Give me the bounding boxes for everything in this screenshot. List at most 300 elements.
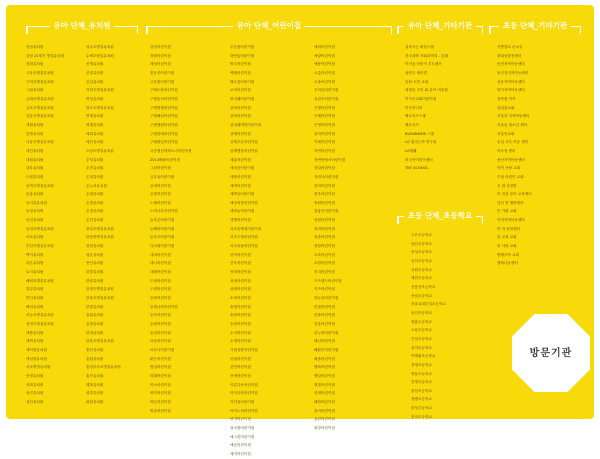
daycare-list-2-item: 새마음어린이집 [230, 166, 255, 171]
daycare-list-2-item: 솔향어린이집 [230, 313, 251, 318]
daycare-list-3-item: 자연어린이집 [314, 148, 335, 153]
kindergarten-list-1-item: 새봄유치원 [26, 330, 44, 335]
other-infant-list [405, 43, 483, 173]
daycare-list-3-item: 행복어린이집 [314, 365, 335, 370]
daycare-list-1-item: 데니어린이집 [150, 261, 171, 266]
kindergarten-list-2-item: 충신유치원 [86, 347, 104, 352]
other-infant-list-item: 건국대학 사회과학대 - 롯데 [405, 53, 448, 58]
daycare-list-3-item: 햇빛어린이집 [314, 382, 335, 387]
daycare-list-3-item: 효린어린이집 [314, 417, 335, 422]
elementary-other-list-item: 동진지역아동센터 [497, 62, 525, 67]
daycare-list-3-item: 자연안에서어린이집 [314, 157, 346, 162]
header-other-infant [397, 19, 483, 33]
daycare-list-1-item: 구립풀잎어린이집 [150, 140, 178, 145]
daycare-list-1-item: 구립장애어린이집 [150, 131, 178, 136]
kindergarten-list-1-item: 부산초병설유치원 [26, 244, 54, 249]
kindergarten-list-2-item: 온정유치원 [86, 174, 104, 179]
daycare-list-3-item: 청솔어린이집 [314, 235, 335, 240]
daycare-list-1-item: 고운빛어린이집 [150, 79, 175, 84]
header-other-infant-label: 유아 단체_기타기관 [404, 19, 476, 33]
daycare-list-1-item: 대치어린이집 [150, 252, 171, 257]
kindergarten-list-2-item: 영재유치원 [86, 122, 104, 127]
kindergarten-list-2 [86, 43, 142, 407]
daycare-list-3-item: 키즈랜드어린이집 [314, 278, 342, 283]
elementary-other-list-item: 서울숲 청소년 센터 [497, 122, 528, 127]
kindergarten-list-2-item: 홍성부속초병설유치원 [86, 365, 121, 370]
daycare-list-1-item: 꿈빛어린이집 [150, 192, 171, 197]
daycare-list-1-item: 도원어린이집 [150, 287, 171, 292]
daycare-list-3-item: 유한소어린이집 [314, 96, 339, 101]
kindergarten-list-2-item: 희망유치원 [86, 391, 104, 396]
daycare-list-1-item: 동일어린이집 [150, 330, 171, 335]
daycare-list-2-item: 아이나라어린이집 [230, 391, 258, 396]
kindergarten-list-1-item: 꿈별유치원 [26, 131, 44, 136]
kindergarten-list-1-item: 선경유치원 [26, 373, 44, 378]
daycare-list-1-item: 구립별빛어린이집 [150, 105, 178, 110]
daycare-list-2-item: 상계푸른어린이집 [230, 140, 258, 145]
daycare-list-2-item: 서초마을어린이집 [230, 244, 258, 249]
daycare-list-2-item: 성미어린이집 [230, 270, 251, 275]
daycare-list-3 [314, 43, 390, 433]
daycare-list-2-item: 새하늘어린이집 [230, 209, 255, 214]
other-infant-list-item: 헬로키즈스쿨 [405, 114, 426, 119]
daycare-list-2-item: 소망어린이집 [230, 296, 251, 301]
daycare-list-2-item: 신애어린이집 [230, 373, 251, 378]
daycare-list-3-item: 청담어린이집 [314, 244, 335, 249]
daycare-list-3-item: 은영어린이집 [314, 122, 335, 127]
header-daycare-label: 유아 단체_어린이집 [233, 19, 305, 33]
elementary-other-list-item: 우 참 실천방 [497, 183, 517, 188]
daycare-list-2-item: 세상의빛어린이집 [230, 200, 258, 205]
daycare-list-1-item: 경원어린이집 [150, 53, 171, 58]
elementary-other-list-item: 한 교복 교회 [497, 235, 517, 240]
daycare-list-3-item: 오솔어린이집 [314, 79, 335, 84]
kindergarten-list-1-item: 나동초병설유치원 [26, 140, 54, 145]
kindergarten-list-1-item: 성산유치원 [26, 399, 44, 404]
kindergarten-list-2-item: 청운유치원 [86, 252, 104, 257]
kindergarten-list-2-item: 한울초병설유치원 [86, 339, 114, 344]
visitor-institutions-board [6, 5, 594, 456]
kindergarten-list-1-item: 새싹유치원 [26, 339, 44, 344]
daycare-list-1-item: 2013해솔어린이집 [150, 157, 180, 162]
visit-badge [509, 311, 593, 395]
elementary-school-list-item: 오류초등학교 [411, 328, 432, 333]
other-infant-list-item: 이든미디어 [405, 105, 423, 110]
elementary-other-list [497, 43, 583, 268]
kindergarten-list-2-item: 한마유치원 [86, 330, 104, 335]
daycare-list-2-item: 샛별어린이집 [230, 218, 251, 223]
kindergarten-list-1-item: 백거유치원 [26, 252, 44, 257]
elementary-school-list-item: 신용산초등학교 [411, 284, 436, 289]
elementary-other-list-item: 기쁨향교 문교실 [497, 45, 523, 49]
kindergarten-list-1-item: 반디유치원 [26, 296, 44, 301]
kindergarten-list-1-item: 경원유치원 [26, 62, 44, 67]
kindergarten-list-1-item: 동홍유치원 [26, 192, 44, 197]
daycare-list-2-item: 시립상봉어린이집 [230, 347, 258, 352]
kindergarten-list-1-item: 마포유치원 [26, 235, 44, 240]
daycare-list-1-item: 동화어린이집 [150, 296, 171, 301]
kindergarten-list-2-item: 우성유치원 [86, 157, 104, 162]
header-elementary-school [397, 209, 483, 223]
elementary-school-list-item: 선남초등학교 [411, 293, 432, 298]
kindergarten-list-1-item: 길동초병설유치원 [26, 114, 54, 119]
daycare-list-2-item: 벨르롱어린이집 [230, 79, 255, 84]
daycare-list-2-item: 수지어린이집 [230, 330, 251, 335]
kindergarten-list-2-item: 온생유치원 [86, 200, 104, 205]
kindergarten-list-2-item: 효영유치원 [86, 322, 104, 326]
daycare-list-3-item: 혜화어린이집 [314, 399, 335, 404]
kindergarten-list-1-item: 대우유치원 [26, 166, 44, 171]
kindergarten-list-1-item: 선화유치원 [26, 382, 44, 387]
kindergarten-list-2-item: 수택초병설유치원 [86, 53, 114, 58]
daycare-list-1-item: 구립엘림어린이집 [150, 122, 178, 127]
other-infant-list-item: 아기숲 어린이 부트캠프 [405, 62, 442, 67]
daycare-list-3-item: 청라어린이집 [314, 226, 335, 231]
kindergarten-list-2-item: 한영초병설유치원 [86, 287, 114, 292]
daycare-list-1-item: 금호숲어린이집 [150, 174, 175, 179]
kindergarten-list-2-item: 효원유치원 [86, 313, 104, 318]
daycare-list-2-item: 예지어린이집 [230, 451, 251, 456]
elementary-school-list-item: 홍익초등학교 [411, 414, 432, 419]
kindergarten-list-1-item: 동일초병설유치원 [26, 226, 54, 231]
daycare-list-2-item: 백합어린이집 [230, 70, 251, 75]
daycare-list-3-item: 홍익어린이집 [314, 408, 335, 413]
daycare-list-2-item: 양지어린이집 [230, 417, 251, 422]
elementary-other-list-item: 아 건강 유아 교육센터 [497, 192, 532, 197]
elementary-school-list-item: 은천초등학교 [411, 336, 432, 341]
kindergarten-list-2-item: 연성유치원 [86, 96, 104, 101]
daycare-list-1 [150, 43, 226, 415]
elementary-school-list-item: 서원초등학교 [411, 267, 432, 272]
kindergarten-list-1-item: 대건유치원 [26, 148, 44, 153]
daycare-list-3-item: 예봉어린이집 [314, 62, 335, 67]
kindergarten-list-1-item: 해치유치원 [26, 304, 44, 309]
daycare-list-1-item: 노아나무어린이집 [150, 209, 178, 214]
elementary-other-list-item: 성동지역아동센터 [497, 79, 525, 84]
daycare-list-1-item: 도담어린이집 [150, 278, 171, 283]
daycare-list-1-item: 명일어린이집 [150, 365, 171, 370]
kindergarten-list-1 [26, 43, 82, 407]
kindergarten-list-2-item: 행복유치원 [86, 382, 104, 387]
daycare-list-2-item: 서소문병설어린이집 [230, 226, 262, 231]
daycare-list-3-item: 참좋은어린이집 [314, 209, 339, 214]
elementary-school-list [411, 231, 485, 421]
other-infant-list-item: 일하시는 퍼틸스톨 [405, 45, 434, 49]
elementary-school-list-item: 세현초등학교 [411, 276, 432, 281]
daycare-list-3-item: 해맑은어린이집 [314, 347, 339, 352]
daycare-list-1-item: 노벨어린이집 [150, 200, 171, 205]
kindergarten-list-2-item: 아현초병설유치원 [86, 88, 114, 93]
kindergarten-list-2-item: 온민유치원 [86, 218, 104, 223]
kindergarten-list-1-item: 동인유치원 [26, 218, 44, 223]
kindergarten-list-2-item: 우진유치원 [86, 166, 104, 171]
daycare-list-1-item: 다나영어린이집 [150, 244, 175, 249]
daycare-list-2-item: 예준어린이집 [230, 443, 251, 448]
daycare-list-3-item: 한누리어린이집 [314, 330, 339, 335]
other-infant-list-item: 남양주 세터빌 [405, 70, 427, 75]
daycare-list-3-item: 장미어린이집 [314, 183, 335, 188]
daycare-list-2-item: 신안어린이집 [230, 365, 251, 370]
daycare-list-1-item: 늘푸른어린이집 [150, 218, 175, 223]
kindergarten-list-1-item: 라온유치원 [26, 261, 44, 266]
daycare-list-3-item: 해솔어린이집 [314, 356, 335, 361]
elementary-school-list-item: 중동초등학교 [411, 371, 432, 376]
daycare-list-1-item: 늘해랑어린이집 [150, 226, 175, 231]
daycare-list-3-item: 정우어린이집 [314, 192, 335, 197]
elementary-school-list-item: 진명초등학교 [411, 380, 432, 385]
kindergarten-list-2-item: 한빛유치원 [86, 270, 104, 275]
kindergarten-list-2-item: 신일유치원 [86, 79, 104, 84]
elementary-school-list-item: 한성초등학교 [411, 406, 432, 411]
daycare-list-1-item: 강일어린이집 [150, 45, 171, 49]
daycare-list-2-item: 송파어린이집 [230, 322, 251, 326]
daycare-list-1-item: 미소어린이집 [150, 382, 171, 387]
other-infant-list-item: 외국인어린이센터 [405, 157, 433, 162]
daycare-list-3-item: 한울어린이집 [314, 322, 335, 326]
daycare-list-2-item: 방주어린이집 [230, 62, 251, 67]
daycare-list-1-item: 동부어린이집 [150, 313, 171, 318]
daycare-list-3-item: 키즈어린이집 [314, 287, 335, 292]
elementary-other-list-item: 양가지역아동센터 [497, 88, 525, 93]
daycare-list-2-item: 보리어린이집 [230, 88, 251, 93]
daycare-list-3-item: 햇살어린이집 [314, 373, 335, 378]
daycare-list-1-item: 꿈비어린이집 [150, 183, 171, 188]
daycare-list-3-item: 창원어린이집 [314, 218, 335, 223]
daycare-list-2-item: 선우어린이집 [230, 261, 251, 266]
daycare-list-2-item: 새싹들어린이집 [230, 192, 255, 197]
kindergarten-list-1-item: 성진유치원 [26, 391, 44, 396]
daycare-list-3-item: 킨더어린이집 [314, 270, 335, 275]
daycare-list-3-item: 한빛어린이집 [314, 304, 335, 309]
daycare-list-3-item: 한솔어린이집 [314, 313, 335, 318]
elementary-other-list-item: 숭실 서부 아동 센터 [497, 140, 529, 145]
elementary-other-list-item: 서울목교회 [497, 131, 515, 136]
daycare-list-1-item: 구립동서어린이집 [150, 96, 178, 101]
daycare-list-1-item: 구립도담어린이집 [150, 88, 178, 93]
elementary-other-list-item: 상목원 가족 [497, 96, 516, 101]
daycare-list-2-item: 삼성어린이집 [230, 105, 251, 110]
daycare-list-2-item: 예그린어린이집 [230, 434, 255, 439]
elementary-other-list-item: 아우성 센터 [497, 148, 516, 153]
daycare-list-3-item: 은빛어린이집 [314, 105, 335, 110]
kindergarten-list-2-item: 예희유치원 [86, 131, 104, 136]
kindergarten-list-2-item: 흥원유치원 [86, 356, 104, 361]
elementary-school-list-item: 서울교대부설초등학교 [411, 302, 446, 307]
kindergarten-list-2-item: 용인유치원 [86, 261, 104, 266]
daycare-list-2-item: 아름다운어린이집 [230, 382, 258, 387]
kindergarten-list-2-item: 한남중병설유치원 [86, 235, 114, 240]
kindergarten-list-2-item: 온누리유치원 [86, 183, 107, 188]
header-kindergarten [26, 19, 138, 33]
daycare-list-3-item: 예향어린이집 [314, 53, 335, 58]
kindergarten-list-1-item: 금호초병설유치원 [26, 105, 54, 110]
elementary-school-list-item: 이태원초등학교 [411, 354, 436, 359]
daycare-list-1-item: 그린어린이집 [150, 166, 171, 171]
daycare-list-2-item: 삼성래미안어린이집 [230, 122, 262, 127]
kindergarten-list-1-item: 강남 21세기 병설유치원 [26, 53, 65, 58]
kindergarten-list-1-item: 삼전초병설유치원 [26, 322, 54, 326]
kindergarten-list-2-item: 예진유치원 [86, 140, 104, 145]
elementary-other-list-item: 행복나눔센터 [497, 261, 518, 266]
header-kindergarten-label: 유아 단체_유치원 [49, 19, 114, 33]
daycare-list-3-item: 우리들어린이집 [314, 88, 339, 93]
daycare-list-2-item: 서초구청어린이집 [230, 235, 258, 240]
daycare-list-2-item: 새봄어린이집 [230, 174, 251, 179]
kindergarten-list-2-item: 희원유치원 [86, 399, 104, 404]
daycare-list-1-item: 동화나라어린이집 [150, 304, 178, 309]
elementary-other-list-item: 아이 사랑 교회 [497, 166, 521, 171]
daycare-list-2-item: 성내어린이집 [230, 278, 251, 283]
other-infant-list-item: 대청동 주민 회 유아 미술원 [405, 88, 448, 93]
elementary-school-list-item: 을지초등학교 [411, 345, 432, 350]
kindergarten-list-1-item: 동서울유치원 [26, 200, 47, 205]
elementary-other-list-item: 서울과 지역아동센터 [497, 114, 530, 119]
daycare-list-2-item: 솔빛어린이집 [230, 304, 251, 309]
kindergarten-list-1-item: 강남유치원 [26, 45, 44, 49]
daycare-list-3-item: 예하어린이집 [314, 45, 335, 49]
kindergarten-list-1-item: 밀알유치원 [26, 287, 44, 292]
visit-badge-label: 방문기관 [529, 348, 573, 359]
elementary-other-list-item: 여 자 돌봄센터 [497, 226, 521, 231]
header-daycare [146, 19, 392, 33]
kindergarten-list-2-item: 한빛유치원 [86, 304, 104, 309]
daycare-list-1-item: 꽃동산어린이집 [150, 70, 175, 75]
daycare-list-3-item: 초원어린이집 [314, 261, 335, 266]
elementary-other-list-item: 한 사랑 교회 [497, 244, 517, 249]
daycare-list-2-item: 신림어린이집 [230, 356, 251, 361]
daycare-list-2-item: 상계어린이집 [230, 131, 251, 136]
elementary-school-list-item: 동성초등학교 [411, 250, 432, 255]
elementary-other-list-item: 은 가림 교회 [497, 209, 517, 214]
kindergarten-list-1-item: 새일중유치원 [26, 356, 47, 361]
elementary-other-list-item: 인하지역아동센터 [497, 218, 525, 223]
elementary-school-list-item: 숭인초등학교 [411, 310, 432, 315]
daycare-list-1-item: 늘푸르어린이집 [150, 235, 175, 240]
elementary-school-list-item: 창천초등학교 [411, 388, 432, 393]
kindergarten-list-1-item: 고운초병설유치원 [26, 70, 54, 75]
kindergarten-list-1-item: 해원초병설유치원 [26, 278, 54, 283]
elementary-other-list-item: 광희동발전센터 [497, 53, 522, 58]
other-infant-list-item: 동탄 소망 교회 [405, 79, 429, 84]
daycare-list-2-item: 선아어린이집 [230, 252, 251, 257]
daycare-list-3-item: 자라나어린이집 [314, 174, 339, 179]
kindergarten-list-1-item: 도원유치원 [26, 174, 44, 179]
kindergarten-list-1-item: 동성유치원 [26, 209, 44, 214]
daycare-list-2-item: 새롬어린이집 [230, 157, 251, 162]
daycare-list-1-item: 국공립현대파트너어린이집 [150, 148, 192, 153]
kindergarten-list-1-item: 그림유치원 [26, 88, 44, 93]
daycare-list-1-item: 밤골어린이집 [150, 408, 171, 413]
header-elementary-other-label: 초등 단체_기타기관 [499, 19, 571, 33]
elementary-school-list-item: 영훈초등학교 [411, 319, 432, 324]
elementary-school-list-item: 고은초등학교 [411, 233, 432, 237]
kindergarten-list-2-item: 칭찬유치원 [86, 244, 104, 249]
daycare-list-2-item: 봄나래어린이집 [230, 96, 255, 101]
elementary-school-list-item: 장평초등학교 [411, 362, 432, 367]
daycare-list-3-item: 희망어린이집 [314, 425, 335, 430]
kindergarten-list-2-item: 중일초병설유치원 [86, 226, 114, 231]
daycare-list-3-item: 을지어린이집 [314, 131, 335, 136]
daycare-list-2-item: 하얀숲어린이집 [230, 53, 255, 58]
daycare-list-1-item: 동원어린이집 [150, 322, 171, 326]
other-infant-list-item: LG 빛나는아 연구원 [405, 140, 437, 145]
daycare-list-1-item: 맑은어린이집 [150, 356, 171, 361]
kindergarten-list-2-item: 오남초병설유치원 [86, 148, 114, 153]
elementary-school-list-item: 남산초등학교 [411, 241, 432, 246]
elementary-other-list-item: 할렐루야 교회 [497, 252, 519, 257]
daycare-list-3-item: 해님어린이집 [314, 339, 335, 344]
kindergarten-list-2-item: 한솔초병설유치원 [86, 296, 114, 301]
daycare-list-3-item: 하늘꿈어린이집 [314, 296, 339, 301]
other-infant-list-item: LG생활 [405, 148, 417, 153]
other-infant-list-item: 이키즈교회어린이집 [405, 96, 437, 101]
kindergarten-list-2-item: 신생유치원 [86, 62, 104, 67]
kindergarten-list-2-item: 온정유치원 [86, 209, 104, 214]
kindergarten-list-1-item: 서농초병설유치원 [26, 313, 54, 318]
header-elementary-school-label: 초등 단체_초등학교 [404, 209, 476, 223]
daycare-list-1-item: 계성어린이집 [150, 62, 171, 67]
daycare-list-3-item: 잠실어린이집 [314, 166, 335, 171]
kindergarten-list-1-item: 금화초병설유치원 [26, 96, 54, 101]
daycare-list-1-item: 바른어린이집 [150, 399, 171, 404]
kindergarten-list-2-item: 한양유치원 [86, 278, 104, 283]
daycare-list-1-item: 구립해님어린이집 [150, 114, 178, 119]
kindergarten-list-2-item: 영도초병설유치원 [86, 105, 114, 110]
daycare-list-2-item: 성원어린이집 [230, 287, 251, 292]
daycare-list-3-item: 중원어린이집 [314, 200, 335, 205]
elementary-other-list-item: 앞선 연 협력센터 [497, 200, 524, 205]
kindergarten-list-2-item: 성수초병설유치원 [86, 45, 114, 49]
daycare-list-3-item: 은혜어린이집 [314, 114, 335, 119]
daycare-list-3-item: 오름어린이집 [314, 70, 335, 75]
daycare-list-2-item: 엄마품어린이집 [230, 425, 255, 430]
kindergarten-list-2-item: 연세유치원 [86, 114, 104, 119]
daycare-list-3-item: 이레어린이집 [314, 140, 335, 145]
daycare-list-1-item: 마로니어린이집 [150, 347, 175, 352]
kindergarten-list-1-item: 로사유치원 [26, 270, 44, 275]
kindergarten-list-1-item: 동작초병설유치원 [26, 183, 54, 188]
daycare-list-1-item: 대림어린이집 [150, 270, 171, 275]
other-infant-list-item: TNT SCHOOL [405, 166, 429, 171]
daycare-list-1-item: 마들어린이집 [150, 339, 171, 344]
daycare-list-3-item: 초록어린이집 [314, 252, 335, 257]
daycare-list-1-item: 바다어린이집 [150, 391, 171, 396]
elementary-other-list-item: 상업관교회 [497, 105, 515, 110]
kindergarten-list-2-item: 온네유치원 [86, 192, 104, 197]
kindergarten-list-2-item: 홍산유치원 [86, 373, 104, 378]
elementary-other-list-item: 우정 어린이 교회 [497, 174, 524, 179]
kindergarten-list-1-item: 구미초병설유치원 [26, 79, 54, 84]
elementary-other-list-item: 동인천지역아동센터 [497, 70, 529, 75]
daycare-list-3-item: 현대어린이집 [314, 391, 335, 396]
daycare-list-2-item: 새싹어린이집 [230, 183, 251, 188]
daycare-list-1-item: 미래어린이집 [150, 373, 171, 378]
kindergarten-list-1-item: 개원유치원 [26, 122, 44, 127]
kindergarten-list-2-item: 신정유치원 [86, 70, 104, 75]
daycare-list-2-item: 삼계햇살어린이집 [230, 148, 258, 153]
daycare-list-2-item: 푸른봄어린이집 [230, 45, 255, 49]
kindergarten-list-1-item: 새아람유치원 [26, 347, 47, 352]
daycare-list-2-item: 아이누리어린이집 [230, 408, 258, 413]
elementary-other-list-item: 용산지역아동센터 [497, 157, 525, 162]
elementary-school-list-item: 청량초등학교 [411, 397, 432, 402]
daycare-list-2-item: 수정어린이집 [230, 339, 251, 344]
daycare-list-2-item: 삼성어린이집 [230, 114, 251, 119]
daycare-list-2-item: 아이꿈어린이집 [230, 399, 255, 404]
header-elementary-other [489, 19, 581, 33]
other-infant-list-item: 헬로키즈 [405, 122, 419, 127]
daycare-list-2 [230, 43, 310, 459]
